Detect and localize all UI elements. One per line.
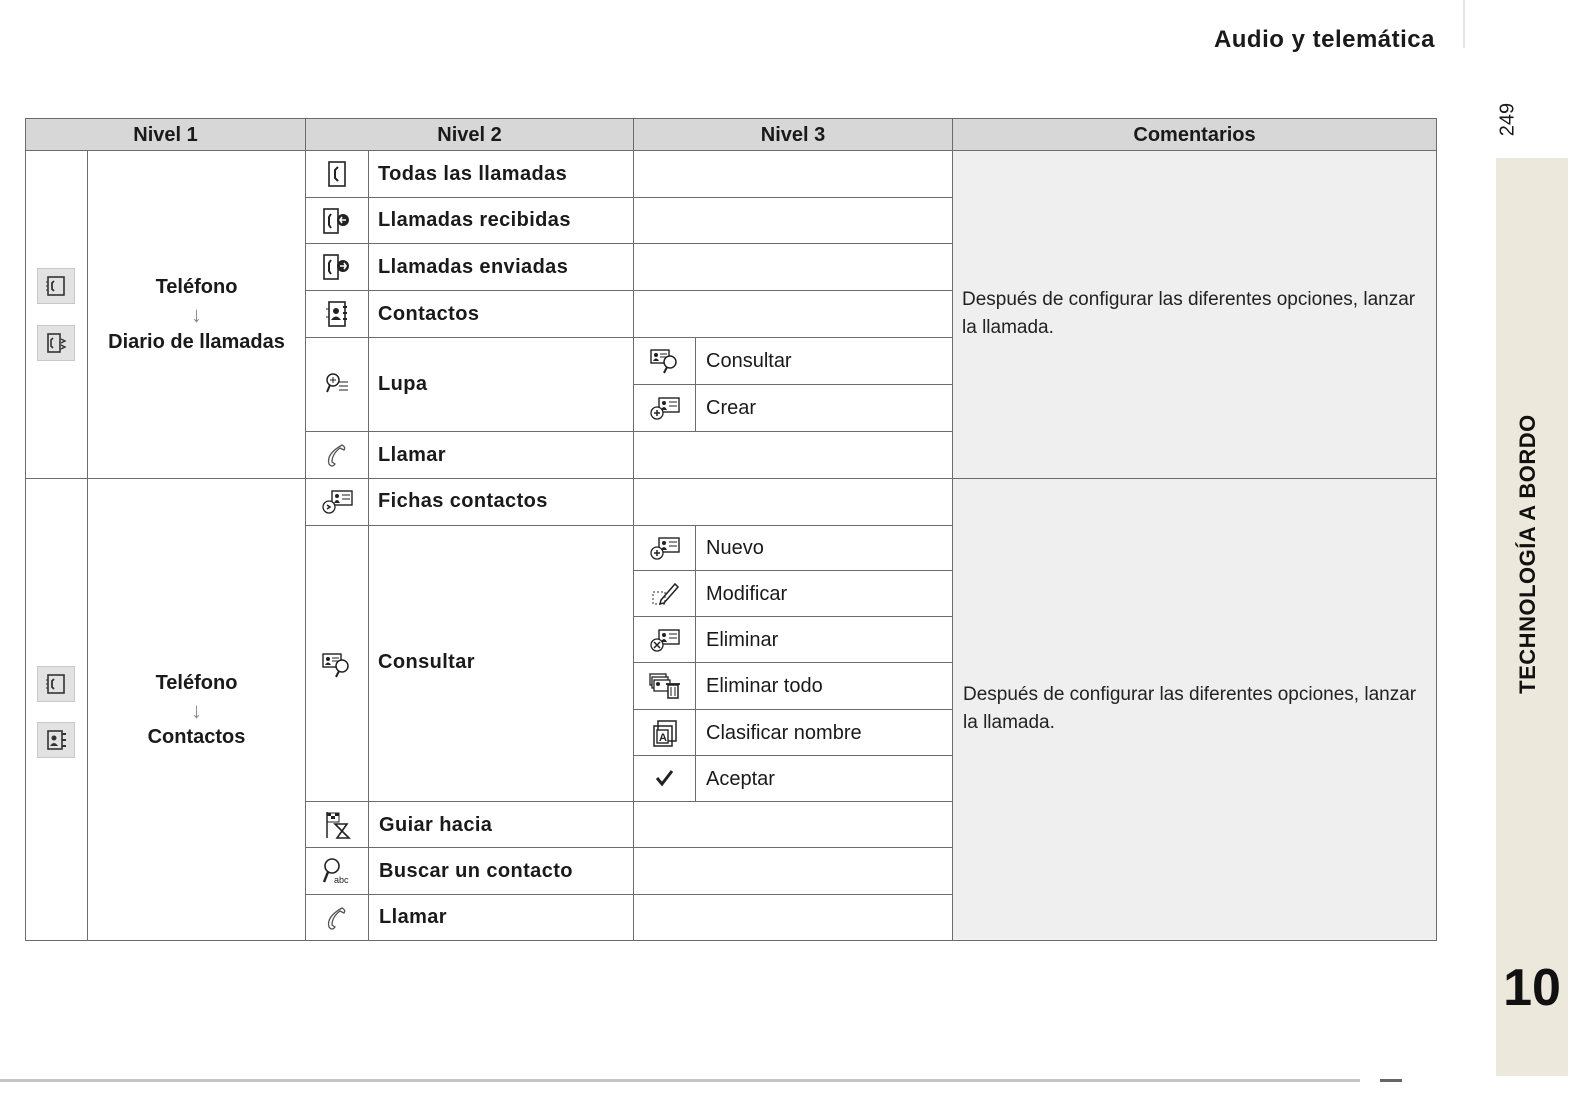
level3-label: Nuevo <box>706 537 764 559</box>
header-nivel-1: Nivel 1 <box>25 118 306 151</box>
chapter-side-tab <box>1496 158 1568 1076</box>
level3-empty <box>633 431 953 479</box>
search-contact-icon <box>306 848 368 894</box>
contact-cards-icon <box>306 479 368 525</box>
header-comentarios: Comentarios <box>952 118 1437 151</box>
contacts-icon <box>306 291 368 337</box>
level2-label: Llamar <box>378 444 446 466</box>
level3-label: Modificar <box>706 583 788 605</box>
magnifier-icon <box>306 361 368 407</box>
svg-text:abc: abc <box>334 875 349 885</box>
level3-label: Consultar <box>706 350 792 372</box>
level3-empty <box>633 894 953 941</box>
header-nivel-3: Nivel 3 <box>633 118 953 151</box>
sort-name-icon <box>634 710 696 756</box>
delete-contact-icon <box>634 617 696 663</box>
level3-label: Eliminar <box>706 629 779 651</box>
chapter-title: TECHNOLOGÍA A BORDO <box>1515 414 1540 694</box>
level3-empty <box>633 243 953 291</box>
phone-book-icon <box>37 666 75 702</box>
level2-label: Llamadas recibidas <box>378 209 571 231</box>
section1-icons-cell <box>25 150 88 479</box>
section2-level1-arrow: ↓ <box>191 698 202 723</box>
received-calls-icon <box>306 198 368 244</box>
check-icon <box>634 755 696 801</box>
level2-label: Llamadas enviadas <box>378 256 569 278</box>
level3-label: Eliminar todo <box>706 675 823 697</box>
bottom-rule <box>0 1079 1360 1082</box>
new-contact-icon <box>634 525 696 571</box>
level3-empty <box>633 478 953 526</box>
level2-label: Lupa <box>378 373 428 395</box>
navigate-flag-icon <box>306 802 368 848</box>
level3-empty <box>633 290 953 338</box>
create-contact-icon <box>634 385 696 431</box>
level3-label: Crear <box>706 397 757 419</box>
page-header-title: Audio y telemática <box>1213 26 1435 53</box>
consult-icon <box>306 642 368 688</box>
level3-empty <box>633 847 953 895</box>
section2-comment: Después de configurar las diferentes opciones, lanzar la llamada. <box>963 684 1417 733</box>
edit-icon <box>634 571 696 617</box>
level2-label: Consultar <box>378 651 475 673</box>
contacts-icon <box>37 722 75 758</box>
level2-label: Fichas contactos <box>378 490 548 512</box>
level3-label: Clasificar nombre <box>706 722 862 744</box>
section2-level1-top: Teléfono <box>155 672 238 694</box>
section1-level1-arrow: ↓ <box>191 302 202 327</box>
page-number-text: 249 <box>1496 102 1519 137</box>
header-nivel-2: Nivel 2 <box>305 118 634 151</box>
level2-label: Buscar un contacto <box>379 860 573 882</box>
bottom-rule-mark <box>1380 1079 1402 1082</box>
section1-level1-top: Teléfono <box>155 276 238 298</box>
header-rule <box>1463 0 1465 48</box>
level2-label: Contactos <box>378 303 480 325</box>
section2-level1-bottom: Contactos <box>147 726 246 748</box>
handset-icon <box>306 432 368 478</box>
level3-empty <box>633 801 953 848</box>
level3-label: Aceptar <box>706 768 775 790</box>
phone-book-icon <box>37 268 75 304</box>
section2-icons-cell <box>25 478 88 941</box>
page-number <box>1488 96 1528 146</box>
level3-empty <box>633 197 953 244</box>
level3-empty <box>633 150 953 198</box>
delete-all-icon <box>634 663 696 709</box>
consult-icon <box>634 338 696 384</box>
svg-text:A: A <box>659 732 667 744</box>
section1-level1-bottom: Diario de llamadas <box>108 331 285 353</box>
call-log-icon <box>37 325 75 361</box>
handset-icon <box>306 895 368 941</box>
level2-label: Todas las llamadas <box>378 163 568 185</box>
all-calls-icon <box>306 151 368 197</box>
level2-label: Llamar <box>379 906 447 928</box>
menu-table <box>25 118 1437 941</box>
level2-label: Guiar hacia <box>379 814 493 836</box>
chapter-number: 10 <box>1503 959 1561 1017</box>
dialled-calls-icon <box>306 244 368 290</box>
section1-comment: Después de configurar las diferentes opciones, lanzar la llamada. <box>962 289 1416 338</box>
